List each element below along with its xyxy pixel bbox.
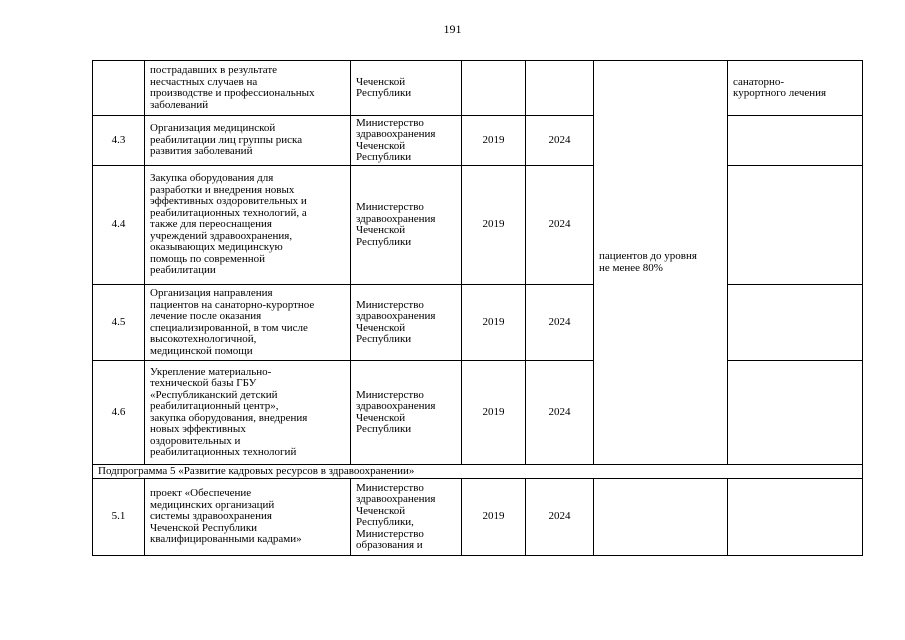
indicator-cell: санаторно- курортного лечения [728,61,863,116]
table-row [93,479,863,556]
table-row [93,166,863,285]
activity-cell: Закупка оборудования для разработки и внедрения новых эффективных оздоровительных и реабилитационных технологий, а также для переоснащения учреждений здравоохранения, оказывающих медицинскую помощь по современной реабилитации [145,166,351,285]
row-number: 4.6 [93,361,145,465]
executor-cell: Министерство здравоохранения Чеченской Республики [351,166,462,285]
row-number: 5.1 [93,479,145,556]
indicator-cell [728,116,863,166]
indicator-cell [728,361,863,465]
indicator-cell [728,479,863,556]
table-row [93,61,863,116]
executor-cell: Министерство здравоохранения Чеченской Республики [351,361,462,465]
activity-cell: проект «Обеспечение медицинских организаций системы здравоохранения Чеченской Республики квалифицированными кадрами» [145,479,351,556]
executor-cell: Министерство здравоохранения Чеченской Республики [351,116,462,166]
indicator-cell [728,285,863,361]
executor-cell: Чеченской Республики [351,61,462,116]
subprogram-5-title: Подпрограмма 5 «Развитие кадровых ресурсов в здравоохранении» [93,465,863,479]
executor-cell: Министерство здравоохранения Чеченской Республики, Министерство образования и [351,479,462,556]
row-number: 4.3 [93,116,145,166]
program-activities-table [92,60,863,556]
activity-cell: Организация направления пациентов на санаторно-курортное лечение после оказания специализированной, в том числе высокотехнологичной, медицинской помощи [145,285,351,361]
indicator-cell [728,166,863,285]
executor-cell: Министерство здравоохранения Чеченской Республики [351,285,462,361]
table-row [93,361,863,465]
activity-cell: пострадавших в результате несчастных случаев на производстве и профессиональных заболеваний [145,61,351,116]
start-year-cell [462,61,526,116]
result-cell [594,479,728,556]
end-year-cell: 2024 [526,116,594,166]
row-number [93,61,145,116]
table-row [93,116,863,166]
activity-cell: Организация медицинской реабилитации лиц группы риска развития заболеваний [145,116,351,166]
end-year-cell: 2024 [526,166,594,285]
section-header-row [93,465,863,479]
row-number: 4.5 [93,285,145,361]
end-year-cell: 2024 [526,361,594,465]
end-year-cell: 2024 [526,479,594,556]
activity-cell: Укрепление материально- технической базы ГБУ «Республиканский детский реабилитационный центр», закупка оборудования, внедрения новых эффективных оздоровительных и реабилитационных технологий [145,361,351,465]
start-year-cell: 2019 [462,116,526,166]
end-year-cell [526,61,594,116]
table-row [93,285,863,361]
end-year-cell: 2024 [526,285,594,361]
start-year-cell: 2019 [462,361,526,465]
result-cell: пациентов до уровня не менее 80% [594,61,728,465]
row-number: 4.4 [93,166,145,285]
start-year-cell: 2019 [462,285,526,361]
start-year-cell: 2019 [462,166,526,285]
page-number: 191 [443,22,462,36]
start-year-cell: 2019 [462,479,526,556]
